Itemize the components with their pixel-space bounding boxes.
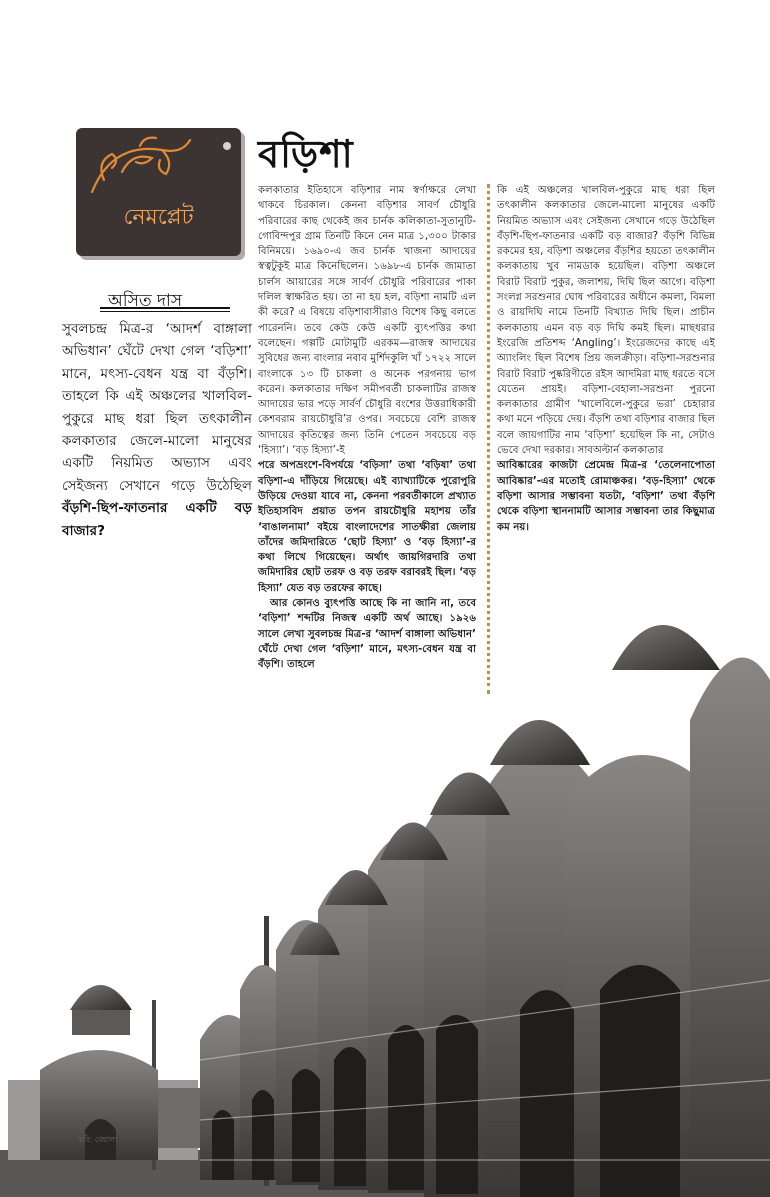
photo-credit: ছবি: বেহালা bbox=[78, 1135, 118, 1144]
column-three-paragraph-1: কি এই অঞ্চলের খালবিল-পুকুরে মাছ ধরা ছিল তৎকালীন কলকাতার জেলে-মালো মানুষের একটি নিয়মিত অভ্যাস এবং সেইজন্য সেখানে গড়ে উঠেছিল বঁড়শি-ছিপ-ফাতনার একটি বড় বাজার? বঁড়শি বিভিন্ন রকমের হয়, বড়িশা অঞ্চলের বঁড়শির হয়তো তৎকালীন কলকাতায় খুব নামডাক হয়েছিল। বড়িশা অঞ্চলে বিরাট বিরাট পুকুর, জলাশয়, দিঘি ছিল আগে। বড়িশা সংলগ্ন সরশুনার ঘোষ পরিবারের অধীনে কমলা, বিমলা ও রায়দিঘি নামে তিনটি বিখ্যাত দিঘি ছিল। প্রাচীন কলকাতায় এমন বড় বড় দিঘি কমই ছিল। মাছধরার ইংরেজি প্রতিশব্দ ‘Angling’। ইংরেজদের কাছে এই অ্যাংলিং ছিল বিশেষ প্রিয় জলক্রীড়া। বড়িশা-সরশুনার বিরাট বিরাট পুষ্করিণীতে রইস আদমিরা মাছ ধরতে বসে যেতেন প্রায়ই। বড়িশা-বেহালা-সরশুনা পুরনো কলকাতার গ্রামীণ ‘খালেবিলে-পুকুরে ভরা’ চেহারার কথা মনে পড়িয়ে দেয়। বঁড়শি তথা বড়িশার বাজার ছিল বলে জায়গাটির নাম ‘বড়িশা’ হয়েছিল কি না, সেটাও ভেবে দেখা দরকার। সাবঅল্টার্ন কলকাতার bbox=[497, 185, 715, 457]
intro-bold-tail: বঁড়শি-ছিপ-ফাতনার একটি বড় বাজার? bbox=[62, 500, 252, 539]
nameplate-box bbox=[76, 128, 241, 256]
column-three bbox=[497, 183, 715, 535]
pin-icon bbox=[223, 142, 231, 150]
intro-lead: সুবলচন্দ্র মিত্র-র ‘আদর্শ বাঙ্গালা অভিধান’ ঘেঁটে দেখা গেল ‘বড়িশা’ মানে, মৎস্য-বেধন যন্ত্র বা বঁড়শি। তাহলে কি এই অঞ্চলের খালবিল-পুকুরে মাছ ধরা ছিল তৎকালীন কলকাতার জেলে-মালো মানুষের একটি নিয়মিত অভ্যাস এবং সেইজন্য সেখানে গড়ে উঠেছিল bbox=[62, 321, 252, 494]
column-two-paragraph-2: পরে অপভ্রংশে-বিপর্যয়ে ‘বড়িসা’ তথা ‘বড়িষা’ তথা বড়িশা-এ দাঁড়িয়ে গিয়েছে। এই ব্যাখ্যাটিকে পুরোপুরি উড়িয়ে দেওয়া যাবে না, কেননা পরবর্তীকালে প্রখ্যাত ইতিহাসবিদ প্রয়াত তপন রায়চৌধুরি মহাশয় তাঁর ‘বাঙালনামা’ বইয়ে বাংলাদেশের সাতক্ষীরা জেলায় তাঁদের জমিদারিতে ‘ছোট হিস্যা’ ও ‘বড় হিস্যা’-র কথা লিখে গিয়েছেন। অর্থাৎ জায়গিরদারি তথা জমিদারির ছোট তরফ ও বড় তরফ বরাবরই ছিল। ‘বড় হিস্যা’ যেত বড় তরফের কাছে। bbox=[258, 460, 476, 594]
author-name: অসিত দাস bbox=[108, 291, 183, 311]
intro-paragraph bbox=[62, 318, 252, 542]
column-two bbox=[258, 183, 476, 673]
author-divider-thin bbox=[100, 311, 230, 312]
nameplate-label: নেমপ্লেট bbox=[123, 205, 194, 230]
column-two-paragraph-3: আর কোনও ব্যুৎপত্তি আছে কি না জানি না, তবে ‘বড়িশা’ শব্দটির নিজস্ব একটি অর্থ আছে। ১৯২৬ সালে লেখা সুবলচন্দ্র মিত্র-র ‘আদর্শ বাঙ্গালা অভিধান’ ঘেঁটে দেখা গেল ‘বড়িশা’ মানে, মৎস্য-বেধন যন্ত্র বা বঁড়শি। তাহলে bbox=[258, 598, 476, 671]
author-divider bbox=[100, 307, 230, 309]
column-three-paragraph-2: আবিষ্কারের কাজটা প্রেমেন্দ্র মিত্র-র ‘তেলেনাপোতা আবিষ্কার’-এর মতোই রোমাঞ্চকর। ‘বড়-হিস্যা’ থেকে বড়িশা আসার সম্ভাবনা যতটা, ‘বড়িশা’ তথা বঁড়শি থেকে বড়িশা স্থাননামটি আসার সম্ভাবনা তার কিছুমাত্র কম নয়। bbox=[497, 460, 715, 533]
column-two-paragraph-1: কলকাতার ইতিহাসে বড়িশার নাম স্বর্ণাক্ষরে লেখা থাকবে চিরকাল। কেননা বড়িশার সাবর্ণ চৌধুরি পরিবারের কাছ থেকেই জব চার্নক কলিকাতা-সুতানুটি-গোবিন্দপুর গ্রাম তিনটি কিনে নেন মাত্র ১,৩০০ টাকার বিনিময়ে। ১৬৯০-এ জব চার্নক খাজনা আদায়ের স্বত্বটুকুই মাত্র কিনেছিলেন। ১৬৯৮-এ চার্নক জামাতা চার্লস আয়ারের সঙ্গে সার্বর্ণ চৌধুরি পরিবারের পাকা দলিল স্বাক্ষরিত হয়। তা না হয় হল, বড়িশা নামটি এল কী করে? এ বিষয়ে বড়িশাবাসীরাও বিশেষ কিছু বলতে পারেননি। তবে কেউ কেউ একটি ব্যুৎপত্তির কথা বলেছেন। গল্পটি মোটামুটি এরকম—রাজস্ব আদায়ের সুবিধের জন্য বাংলার নবাব মুর্শিদকুলি খাঁ ১৭২২ সালে বাংলাকে ১৩ টি চাকলা ও অনেক পরগনায় ভাগ করেন। কলকাতার দক্ষিণ সমীপবর্তী চাকলাটির রাজস্ব আদায়ের ভার পড়ে সার্বর্ণ চৌধুরি বংশের উত্তরাধিকারী কেশবরাম রায়চৌধুরি’র ওপর। সবচেয়ে বেশি রাজস্ব আদায়ের কৃতিত্বের জন্য তিনি পেতেন সবচেয়ে বড় ‘হিস্যা’। ‘বড় হিস্যা’-ই bbox=[258, 185, 476, 457]
headline: বড়িশা bbox=[258, 132, 354, 176]
column-divider bbox=[487, 184, 490, 694]
flourish-ornament-icon bbox=[82, 132, 202, 202]
